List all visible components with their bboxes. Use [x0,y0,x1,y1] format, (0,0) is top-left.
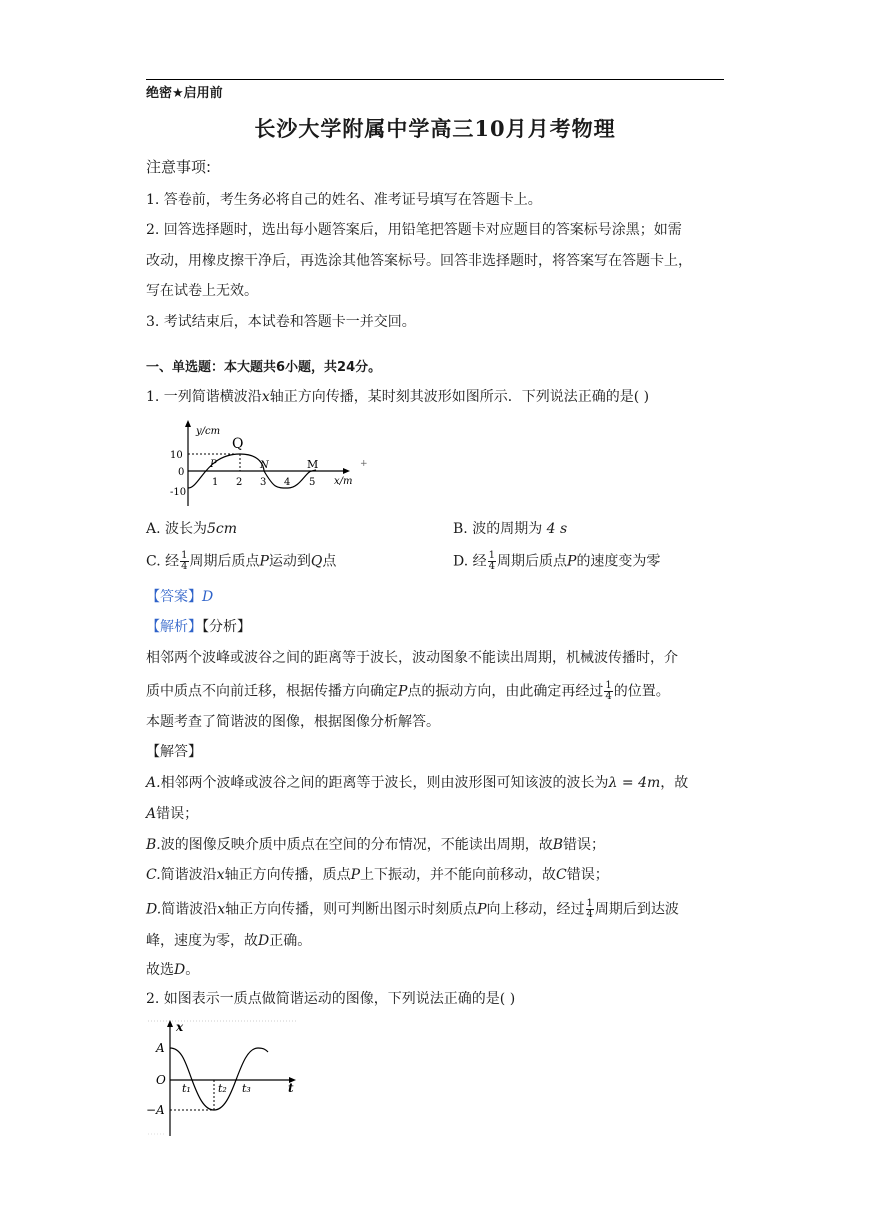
q1-ytick-10: 10 [170,450,183,461]
q1-solution-b: B.波的图像反映介质中质点在空间的分布情况，不能读出周期，故B错误； [146,837,606,853]
q1-analysis-3: 本题考查了简谐波的图像，根据图像分析解答。 [146,714,440,730]
q1-stem: 1. 一列简谐横波沿x轴正方向传播，某时刻其波形如图所示．下列说法正确的是( ) [146,389,650,405]
q2-stem: 2. 如图表示一质点做简谐运动的图像，下列说法正确的是( ) [146,991,516,1007]
q2-label-t2: t₂ [218,1082,227,1095]
q1-analysis-2: 质中质点不向前迁移，根据传播方向确定P点的振动方向，由此确定再经过 $\frac{1}{4}$ 的位置。 [146,680,670,702]
q1-solution-c: C.简谐波沿x轴正方向传播，质点P上下振动，并不能向前移动，故C错误； [146,867,609,883]
q1-analysis-label: 【解析】【分析】 [146,619,251,635]
secret-label: 绝密★启用前 [146,86,223,101]
q1-ytick-0: 0 [178,467,185,478]
q1-xtick-3: 3 [260,477,267,488]
q2-label-o: O [156,1073,166,1087]
section-heading: 一、单选题：本大题共6小题，共24分。 [146,360,382,375]
q2-shm-curve [170,1048,268,1110]
q1-solution-a2: A错误； [146,806,199,822]
q2-shm-figure [146,1016,306,1138]
q1-marker: + [360,459,368,469]
q1-xtick-4: 4 [284,477,291,488]
fraction: $\frac{1}{4}$ [488,550,496,572]
q1-point-m: M [307,458,319,471]
q1-solution-d2: 峰，速度为零，故D正确。 [146,933,312,949]
notice-item-2c: 写在试卷上无效。 [146,283,258,299]
notice-item-3: 3. 考试结束后，本试卷和答题卡一并交回。 [146,314,416,330]
q2-label-neg-a: −A [146,1103,165,1117]
q2-ylabel: x [176,1020,184,1034]
q1-conclusion: 故选D。 [146,962,200,978]
q1-point-n: N [260,460,269,471]
q1-wave-figure [166,418,376,510]
fraction: $\frac{1}{4}$ [586,898,593,920]
q1-option-d: D. 经 $\frac{1}{4}$ 周期后质点P的速度变为零 [453,550,661,572]
notice-item-2a: 2. 回答选择题时，选出每小题答案后，用铅笔把答题卡对应题目的答案标号涂黑；如需 [146,222,682,238]
q2-label-t1: t₁ [182,1082,191,1095]
q2-label-t3: t₃ [242,1082,251,1095]
q1-solution-a: A.相邻两个波峰或波谷之间的距离等于波长，则由波形图可知该波的波长为λ = 4m，故 [146,775,689,791]
q1-solve-label: 【解答】 [146,744,202,760]
q1-x-arrow [343,468,350,474]
q1-y-arrow [185,420,191,427]
q1-xtick-5: 5 [309,477,316,488]
header-rule [146,79,724,80]
q1-point-p: P [210,459,217,470]
q1-option-b: B. 波的周期为 4 s [453,521,568,537]
q1-ytick-neg10: -10 [170,487,187,498]
q1-option-c: C. 经 $\frac{1}{4}$ 周期后质点P运动到Q点 [146,550,337,572]
q2-label-a: A [156,1041,165,1055]
q1-answer: 【答案】D [146,589,214,605]
fraction: $\frac{1}{4}$ [605,680,612,702]
q2-xlabel: t [288,1081,294,1095]
notice-item-2b: 改动，用橡皮擦干净后，再选涂其他答案标号。回答非选择题时，将答案写在答题卡上， [146,253,692,269]
notice-item-1: 1. 答卷前，考生务必将自己的姓名、准考证号填写在答题卡上。 [146,192,542,208]
q1-xtick-1: 1 [212,477,219,488]
q1-xtick-2: 2 [236,477,243,488]
exam-title: 长沙大学附属中学高三10月月考物理 [254,116,616,141]
q1-point-q: Q [232,436,244,452]
q1-solution-d: D.简谐波沿x轴正方向传播，则可判断出图示时刻质点P向上移动，经过 $\frac{1}{4}$ 周期后到达波 [146,898,679,920]
q1-analysis-1: 相邻两个波峰或波谷之间的距离等于波长，波动图象不能读出周期，机械波传播时，介 [146,650,678,666]
fraction: $\frac{1}{4}$ [181,550,188,572]
notice-heading: 注意事项: [146,158,212,176]
q1-xlabel: x/m [334,476,353,487]
q1-ylabel: y/cm [196,426,221,437]
q1-option-a: A. 波长为5cm [146,521,238,537]
